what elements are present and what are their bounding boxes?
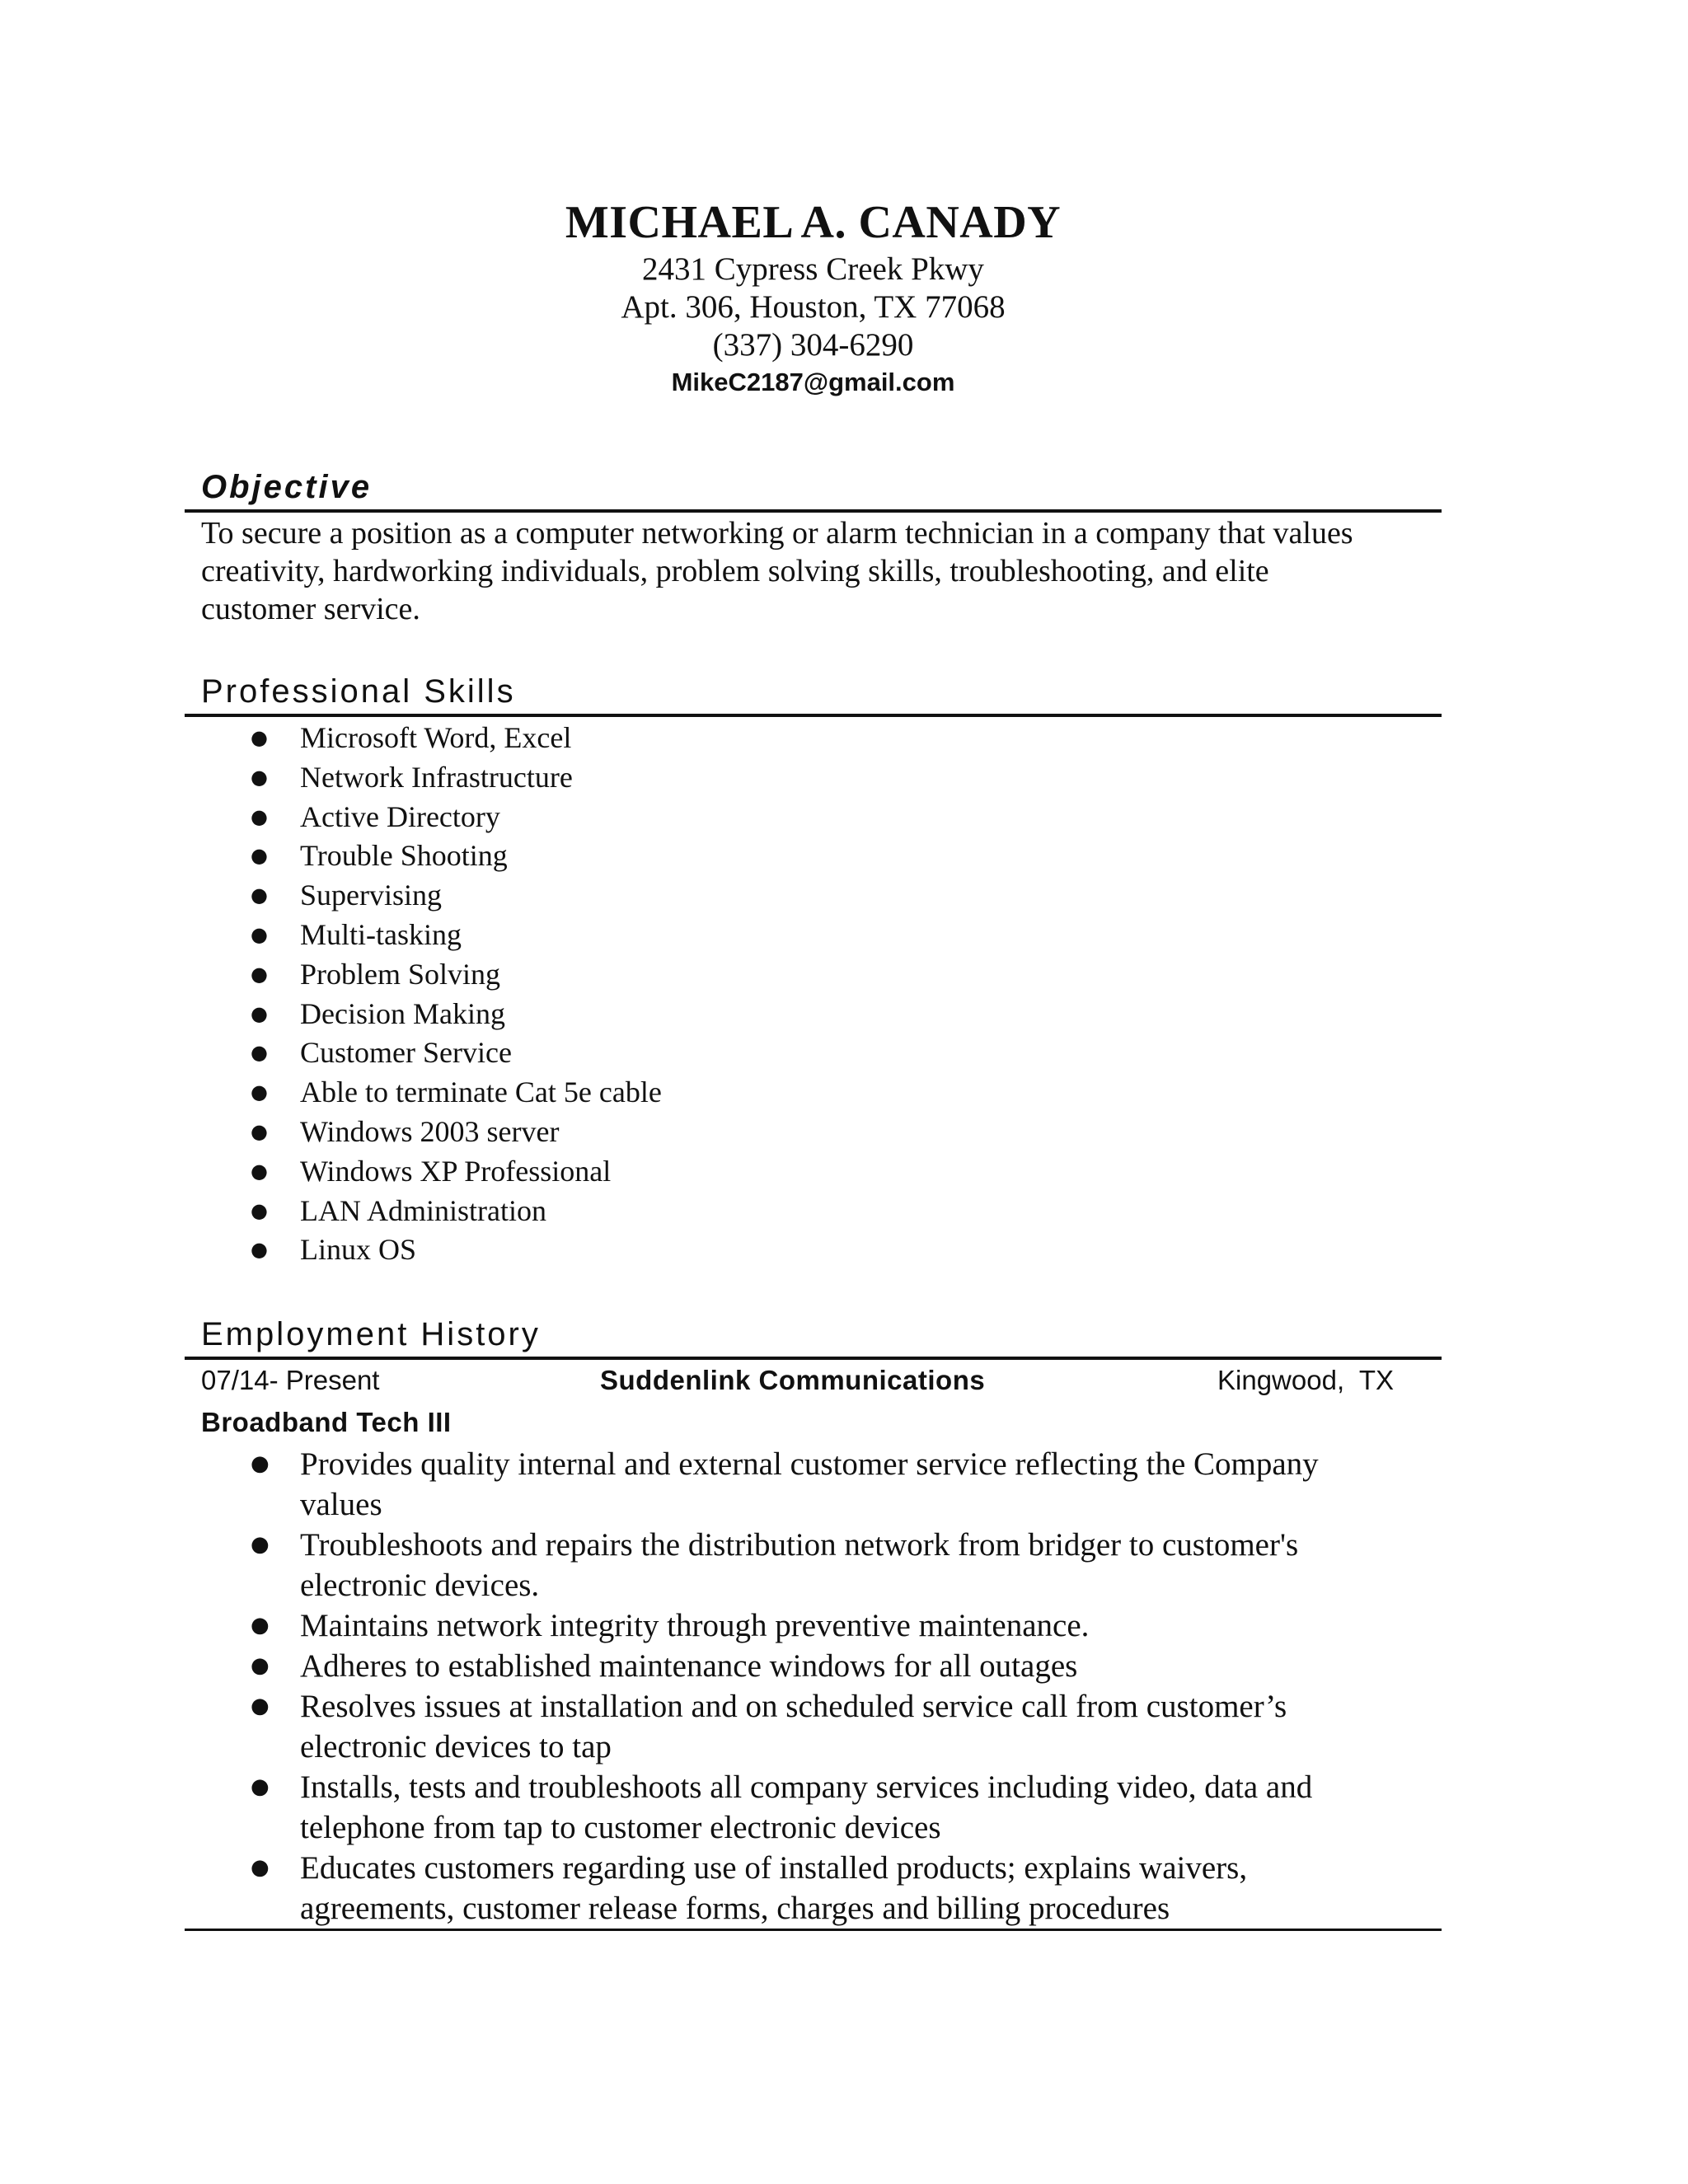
bullet-icon: ● xyxy=(251,1855,270,1880)
job-duties-list xyxy=(185,1444,1442,1929)
skills-section xyxy=(185,671,1442,1270)
bullet-icon: ● xyxy=(251,1001,268,1025)
bullet-icon: ● xyxy=(251,804,268,828)
job-location: Kingwood, TX xyxy=(1217,1365,1395,1395)
bullet-icon: ● xyxy=(251,883,268,907)
objective-line: creativity, hardworking individuals, problem solving skills, troubleshooting, and elite xyxy=(201,554,1269,588)
bullet-icon: ● xyxy=(251,962,268,986)
list-item: ● Supervising xyxy=(185,876,1442,916)
job-company: Suddenlink Communications xyxy=(600,1365,986,1395)
list-item: ● Linux OS xyxy=(185,1230,1442,1270)
job-position: Broadband Tech III xyxy=(201,1407,452,1437)
objective-heading: Objective xyxy=(185,466,1442,513)
employment-section xyxy=(185,1314,1442,1931)
bullet-icon: ● xyxy=(251,1613,270,1638)
bullet-icon: ● xyxy=(251,1041,268,1065)
job-dates: 07/14- Present xyxy=(201,1365,380,1395)
list-item: ● Customer Service xyxy=(185,1033,1442,1073)
objective-line: To secure a position as a computer networking or alarm technician in a company that values xyxy=(201,516,1353,551)
employment-heading: Employment History xyxy=(185,1314,1442,1360)
address-line-1: 2431 Cypress Creek Pkwy xyxy=(642,251,984,287)
bullet-icon: ● xyxy=(251,844,268,868)
bullet-icon: ● xyxy=(251,1774,270,1799)
bullet-icon: ● xyxy=(251,1198,268,1222)
list-item: ● Windows 2003 server xyxy=(185,1113,1442,1152)
bullet-icon: ● xyxy=(251,1653,270,1678)
list-item: ● Microsoft Word, Excel xyxy=(185,719,1442,758)
bullet-icon: ● xyxy=(251,1159,268,1183)
objective-line: customer service. xyxy=(201,592,420,626)
list-item: ● Resolves issues at installation and on scheduled service call from customer’s electronic devices to tap xyxy=(185,1686,1442,1767)
bullet-icon: ● xyxy=(251,726,268,749)
bullet-icon: ● xyxy=(251,765,268,789)
list-item: ● Problem Solving xyxy=(185,955,1442,995)
list-item: ● Active Directory xyxy=(185,798,1442,837)
list-item: ● Troubleshoots and repairs the distribution network from bridger to customer's electronic devices. xyxy=(185,1525,1442,1605)
bullet-icon: ● xyxy=(251,1532,270,1557)
list-item: ● Trouble Shooting xyxy=(185,837,1442,876)
skills-heading: Professional Skills xyxy=(185,671,1442,717)
list-item: ● Installs, tests and troubleshoots all company services including video, data and telephone from tap to customer electronic devices xyxy=(185,1767,1442,1848)
list-item: ● Able to terminate Cat 5e cable xyxy=(185,1073,1442,1113)
bullet-icon: ● xyxy=(251,1119,268,1143)
bullet-icon: ● xyxy=(251,1694,270,1718)
list-item: ● Adheres to established maintenance windows for all outages xyxy=(185,1646,1442,1686)
list-item: ● Windows XP Professional xyxy=(185,1152,1442,1192)
objective-section xyxy=(185,466,1442,628)
candidate-name: MICHAEL A. CANADY xyxy=(565,197,1062,248)
list-item: ● LAN Administration xyxy=(185,1192,1442,1231)
job-header-row xyxy=(185,1360,1442,1401)
address-line-2: Apt. 306, Houston, TX 77068 xyxy=(621,289,1006,325)
list-item: ● Maintains network integrity through preventive maintenance. xyxy=(185,1605,1442,1646)
list-item: ● Educates customers regarding use of installed products; explains waivers, agreements, customer release forms, charges and billing procedures xyxy=(185,1848,1442,1929)
section-divider xyxy=(185,1929,1442,1931)
skills-list xyxy=(185,719,1442,1270)
bullet-icon: ● xyxy=(251,922,268,946)
list-item: ● Multi-tasking xyxy=(185,916,1442,955)
objective-text xyxy=(185,514,1442,628)
list-item: ● Decision Making xyxy=(185,995,1442,1034)
list-item: ● Network Infrastructure xyxy=(185,758,1442,798)
email-address: MikeC2187@gmail.com xyxy=(671,368,955,396)
resume-header xyxy=(185,194,1442,401)
list-item: ● Provides quality internal and external customer service reflecting the Company values xyxy=(185,1444,1442,1525)
phone-number: (337) 304-6290 xyxy=(712,327,914,363)
bullet-icon: ● xyxy=(251,1238,268,1262)
bullet-icon: ● xyxy=(251,1080,268,1104)
bullet-icon: ● xyxy=(251,1451,270,1476)
